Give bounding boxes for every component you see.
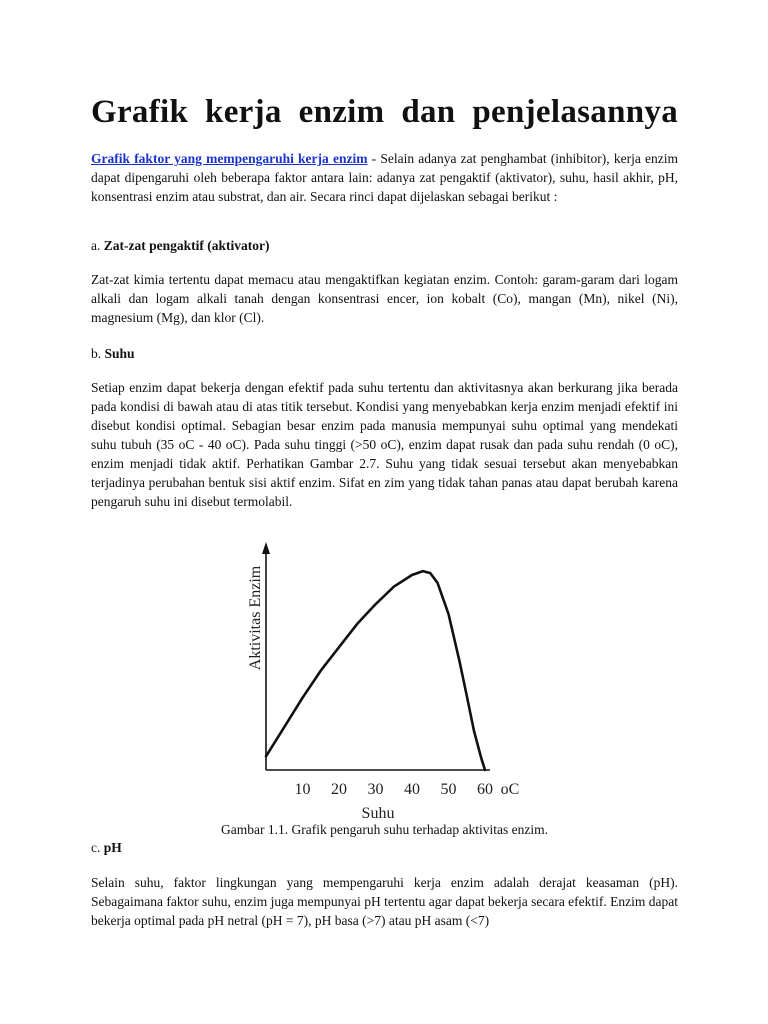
- activity-curve: [266, 571, 485, 770]
- intro-text: - Selain adanya zat penghambat (inhibitor), kerja enzim dapat dipengaruhi oleh beberapa faktor antara lain: adanya zat pengaktif (aktivator), suhu, hasil akhir, pH, konsentrasi enzim atau substrat, dan air. Secara rinci dapat dijelaskan sebagai berikut :: [91, 151, 678, 204]
- x-tick-label: 60: [477, 781, 493, 798]
- page-title: Grafik kerja enzim dan penjelasannya: [91, 94, 678, 130]
- x-tick-label: 50: [440, 781, 457, 798]
- section-a-marker: a.: [91, 238, 101, 253]
- section-b-title: Suhu: [104, 346, 135, 361]
- section-b-heading: [91, 344, 135, 363]
- y-axis-arrow: [262, 542, 270, 554]
- figure-caption: Gambar 1.1. Grafik pengaruh suhu terhadap aktivitas enzim.: [221, 822, 548, 837]
- y-axis-label: Aktivitas Enzim: [247, 565, 264, 671]
- section-b-body: Setiap enzim dapat bekerja dengan efektif pada suhu tertentu dan aktivitasnya akan berkurang jika berada pada kondisi di bawah atau di atas titik tersebut. Kondisi yang menyebabkan kerja enzim menjadi efektif ini disebut kondisi optimal. Sebagian besar enzim pada manusia mempunyai suhu optimal yang mendekati suhu tubuh (35 oC - 40 oC). Pada suhu tinggi (>50 oC), enzim dapat rusak dan pada suhu rendah (0 oC), enzim menjadi tidak aktif. Perhatikan Gambar 2.7. Suhu yang tidak sesuai tersebut akan menyebabkan terjadinya perubahan bentuk sisi aktif enzim. Sifat en zim yang tidak tahan panas atau dapat berubah karena pengaruh suhu ini disebut termolabil.: [91, 380, 678, 509]
- section-c-marker: c.: [91, 840, 101, 855]
- x-axis-label: Suhu: [361, 805, 395, 822]
- section-a-heading: [91, 236, 269, 255]
- section-c-body: Selain suhu, faktor lingkungan yang mempengaruhi kerja enzim adalah derajat keasaman (pH). Sebagaimana faktor suhu, enzim juga mempunyai pH tertentu agar dapat bekerja secara efektif. Enzim dapat bekerja optimal pada pH netral (pH = 7), pH basa (>7) atau pH asam (<7): [91, 875, 679, 928]
- section-a-body: Zat-zat kimia tertentu dapat memacu atau mengaktifkan kegiatan enzim. Contoh: garam-garam dari logam alkali dan logam alkali tanah dengan konsentrasi encer, ion kobalt (Co), mangan (Mn), nikel (Ni), magnesium (Mg), dan klor (Cl).: [91, 272, 678, 325]
- x-tick-label: 40: [404, 781, 420, 798]
- x-tick-labels: [295, 781, 494, 798]
- temperature-activity-figure: [240, 538, 530, 823]
- x-tick-label: 10: [294, 781, 311, 798]
- x-tick-label: 20: [331, 781, 347, 798]
- section-c-title: pH: [103, 840, 122, 855]
- x-axis-unit: oC: [500, 781, 520, 798]
- section-c-heading: [91, 838, 122, 857]
- enzyme-activity-chart: [240, 538, 530, 823]
- intro-link[interactable]: Grafik faktor yang mempengaruhi kerja enzim: [91, 151, 368, 166]
- section-a-title: Zat-zat pengaktif (aktivator): [103, 238, 270, 253]
- intro-paragraph: [91, 149, 678, 206]
- x-tick-label: 30: [367, 781, 384, 798]
- section-b-marker: b.: [91, 346, 102, 361]
